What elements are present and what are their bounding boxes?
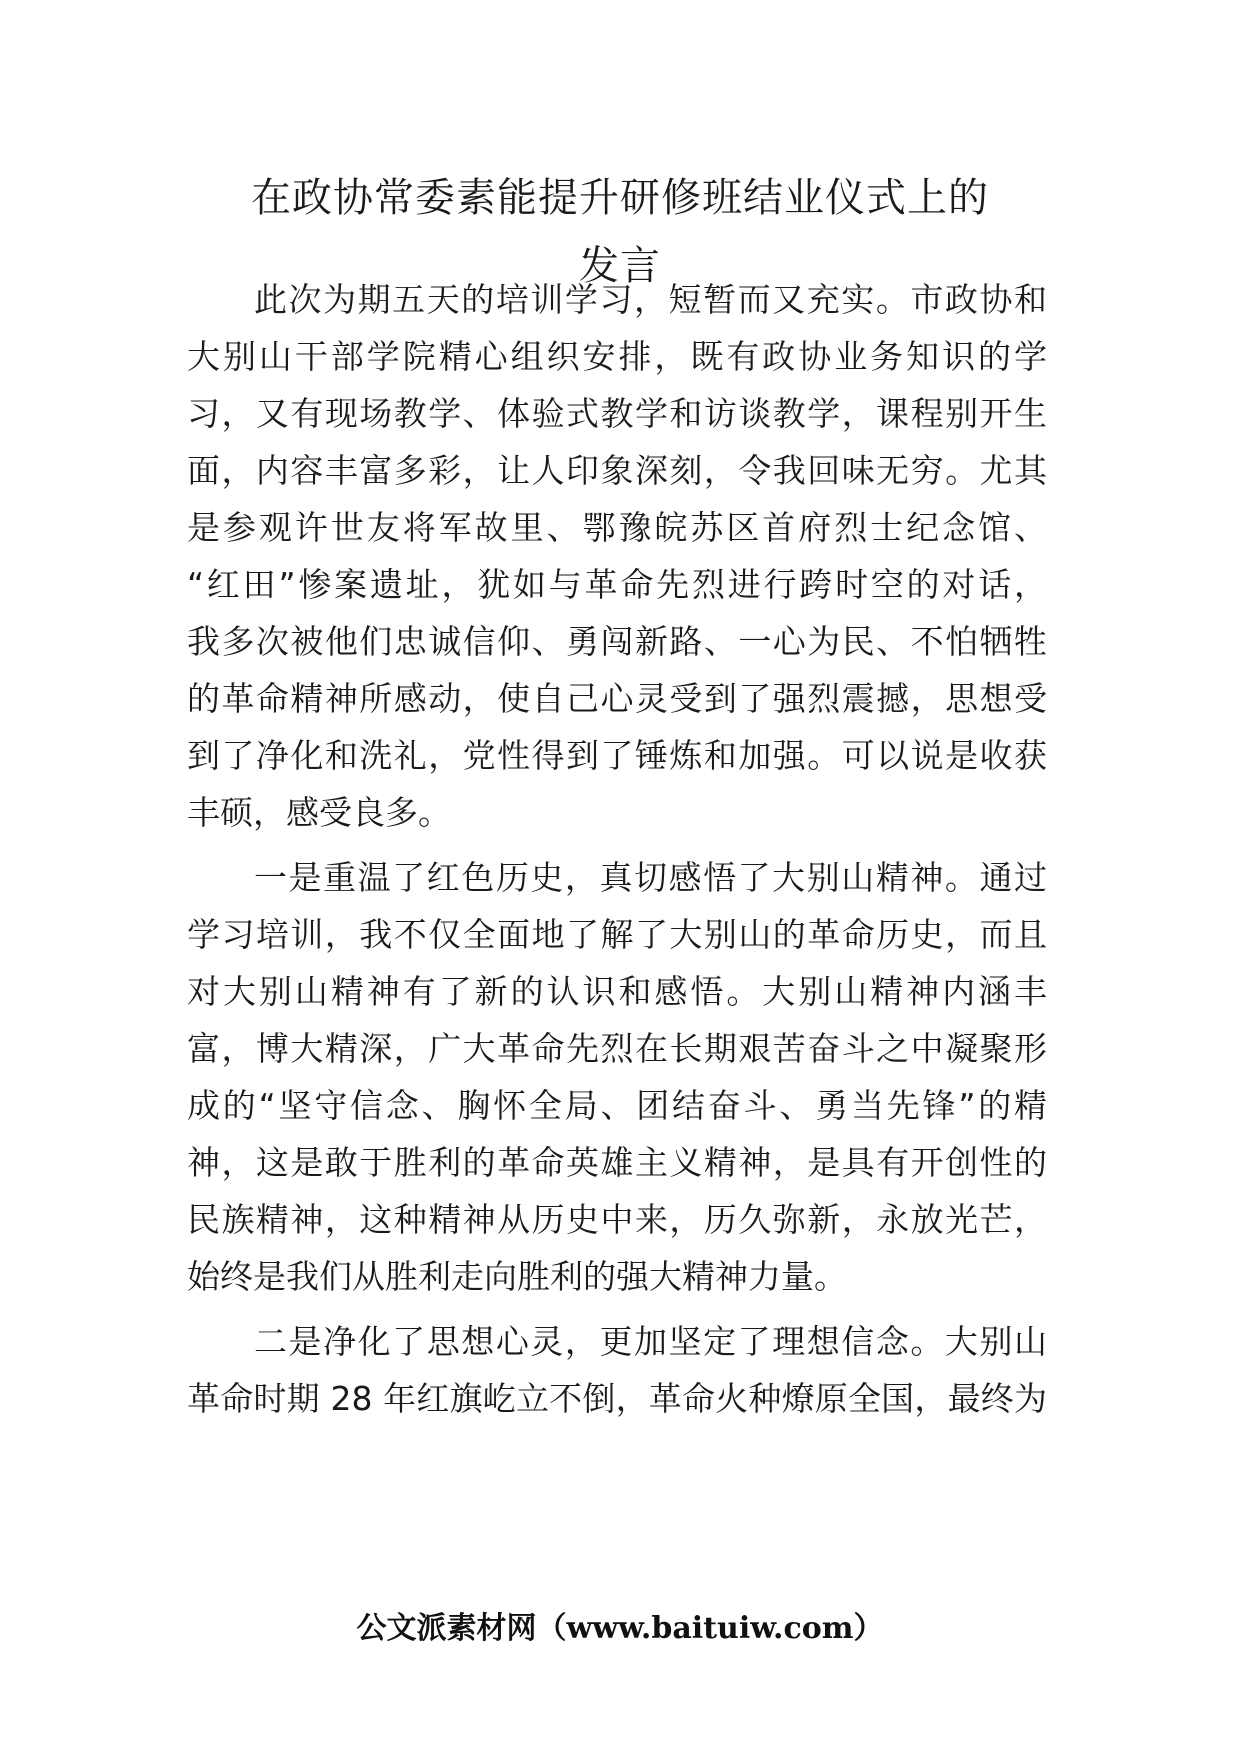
document-title-line-2: 发言 (579, 243, 661, 289)
paragraph-line: 二是净化了思想心灵，更加坚定了理想信念。大别山 (254, 1322, 1047, 1361)
paragraph-line: 一是重温了红色历史，真切感悟了大别山精神。通过 (254, 858, 1047, 897)
document-title-line-1: 在政协常委素能提升研修班结业仪式上的 (251, 175, 989, 221)
paragraph-line: 到了净化和洗礼，党性得到了锤炼和加强。可以说是收获 (187, 736, 1047, 775)
paragraph-line: 丰硕，感受良多。 (187, 793, 451, 832)
paragraph-line: 神，这是敢于胜利的革命英雄主义精神，是具有开创性的 (187, 1143, 1047, 1182)
paragraph-line: 富，博大精深，广大革命先烈在长期艰苦奋斗之中凝聚形 (187, 1029, 1047, 1068)
paragraph-line: 民族精神，这种精神从历史中来，历久弥新，永放光芒， (187, 1200, 1047, 1239)
paragraph-line: 是参观许世友将军故里、鄂豫皖苏区首府烈士纪念馆、 (187, 508, 1047, 547)
paragraph-line: 对大别山精神有了新的认识和感悟。大别山精神内涵丰 (187, 972, 1047, 1011)
paragraph-line: 革命时期 28 年红旗屹立不倒，革命火种燎原全国，最终为 (187, 1379, 1047, 1418)
paragraph-line: 我多次被他们忠诚信仰、勇闯新路、一心为民、不怕牺牲 (187, 622, 1047, 661)
paragraph-line: 此次为期五天的培训学习，短暂而又充实。市政协和 (254, 280, 1047, 319)
page-footer-watermark: 公文派素材网（www.baituiw.com） (356, 1611, 884, 1646)
paragraph-line: 习，又有现场教学、体验式教学和访谈教学，课程别开生 (187, 394, 1047, 433)
paragraph-line: 始终是我们从胜利走向胜利的强大精神力量。 (187, 1257, 847, 1296)
paragraph-line: 成的“坚守信念、胸怀全局、团结奋斗、勇当先锋”的精 (187, 1086, 1047, 1125)
paragraph-line: 学习培训，我不仅全面地了解了大别山的革命历史，而且 (187, 915, 1047, 954)
paragraph-line: “红田”惨案遗址，犹如与革命先烈进行跨时空的对话， (187, 565, 1047, 604)
paragraph-line: 面，内容丰富多彩，让人印象深刻，令我回味无穷。尤其 (187, 451, 1047, 490)
paragraph-line: 的革命精神所感动，使自己心灵受到了强烈震撼，思想受 (187, 679, 1047, 718)
paragraph-line: 大别山干部学院精心组织安排，既有政协业务知识的学 (187, 337, 1047, 376)
